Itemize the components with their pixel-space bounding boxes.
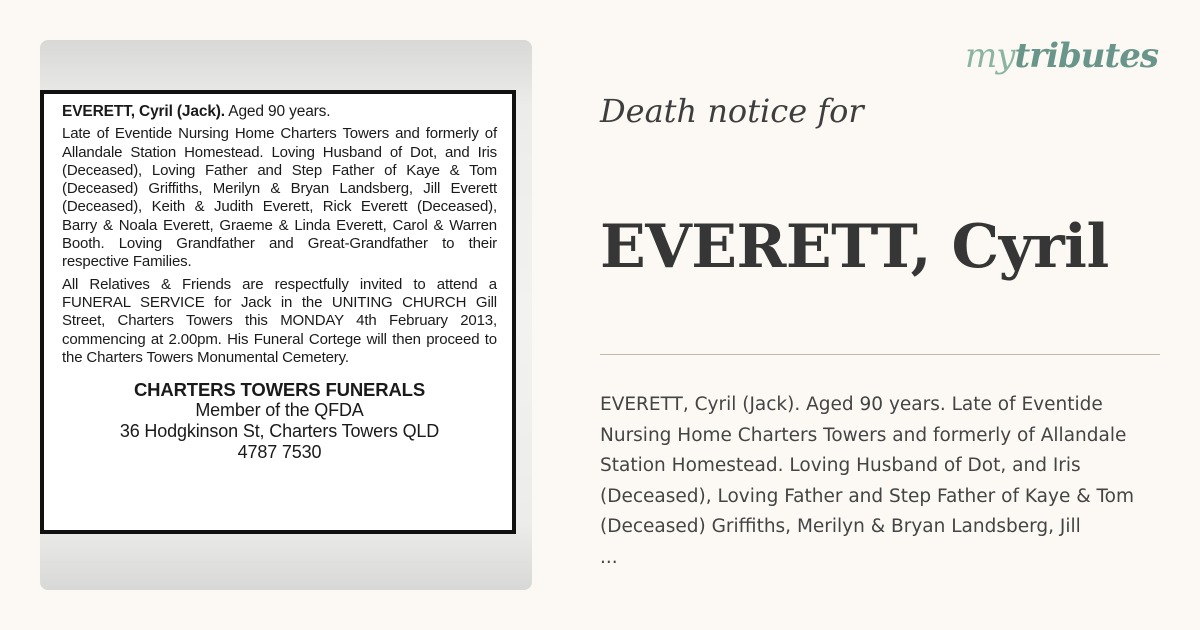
death-notice-image [40,40,532,590]
funeral-home-phone: 4787 7530 [237,442,322,463]
logo-tributes: tributes [1014,36,1158,76]
page-subtitle: Death notice for [600,92,864,130]
divider [600,354,1160,355]
newspaper-clipping [40,90,516,534]
notice-excerpt [600,390,1180,573]
clipping-heading [62,103,497,121]
funeral-home-name: CHARTERS TOWERS FUNERALS [133,379,426,401]
funeral-home-member: Member of the QFDA [195,400,364,421]
clipping-name: EVERETT, Cyril (Jack). [62,103,225,120]
logo-my: my [965,36,1015,76]
notice-excerpt-text: EVERETT, Cyril (Jack). Aged 90 years. Late of Eventide Nursing Home Charters Towers and formerly of Allandale Station Homestead. Loving Husband of Dot, and Iris (Deceased), Loving Father and Step Father of Kaye & Tom (Deceased) Griffiths, Merilyn & Bryan Landsberg, Jill [600,394,1135,537]
funeral-home-address: 36 Hodgkinson St, Charters Towers QLD [119,421,440,442]
clipping-paragraph-family: Late of Eventide Nursing Home Charters Towers and formerly of Allandale Station Homestead. Loving Husband of Dot, and Iris (Deceased), Loving Father and Step Father of Kaye & Tom (Deceased) Griffiths, Merilyn & Bryan Landsberg, Jill Everett (Deceased), Keith & Judith Everett, Rick Everett (Deceased), Barry & Noala Everett, Graeme & Linda Everett, Carol & Warren Booth. Loving Grandfather and Great-Grandfather to their respective Families. [62,125,497,271]
excerpt-ellipsis: ... [600,546,618,568]
clipping-paragraph-service: All Relatives & Friends are respectfully invited to attend a FUNERAL SERVICE for Jack in the UNITING CHURCH Gill Street, Charters Towers this MONDAY 4th February 2013, commencing at 2.00pm. His Funeral Cortege will then proceed to the Charters Towers Monumental Cemetery. [62,275,497,366]
funeral-home-block [62,379,497,463]
deceased-name: EVERETT, Cyril [600,212,1109,282]
clipping-age: Aged 90 years. [224,103,331,120]
mytributes-logo[interactable] [965,36,1158,76]
